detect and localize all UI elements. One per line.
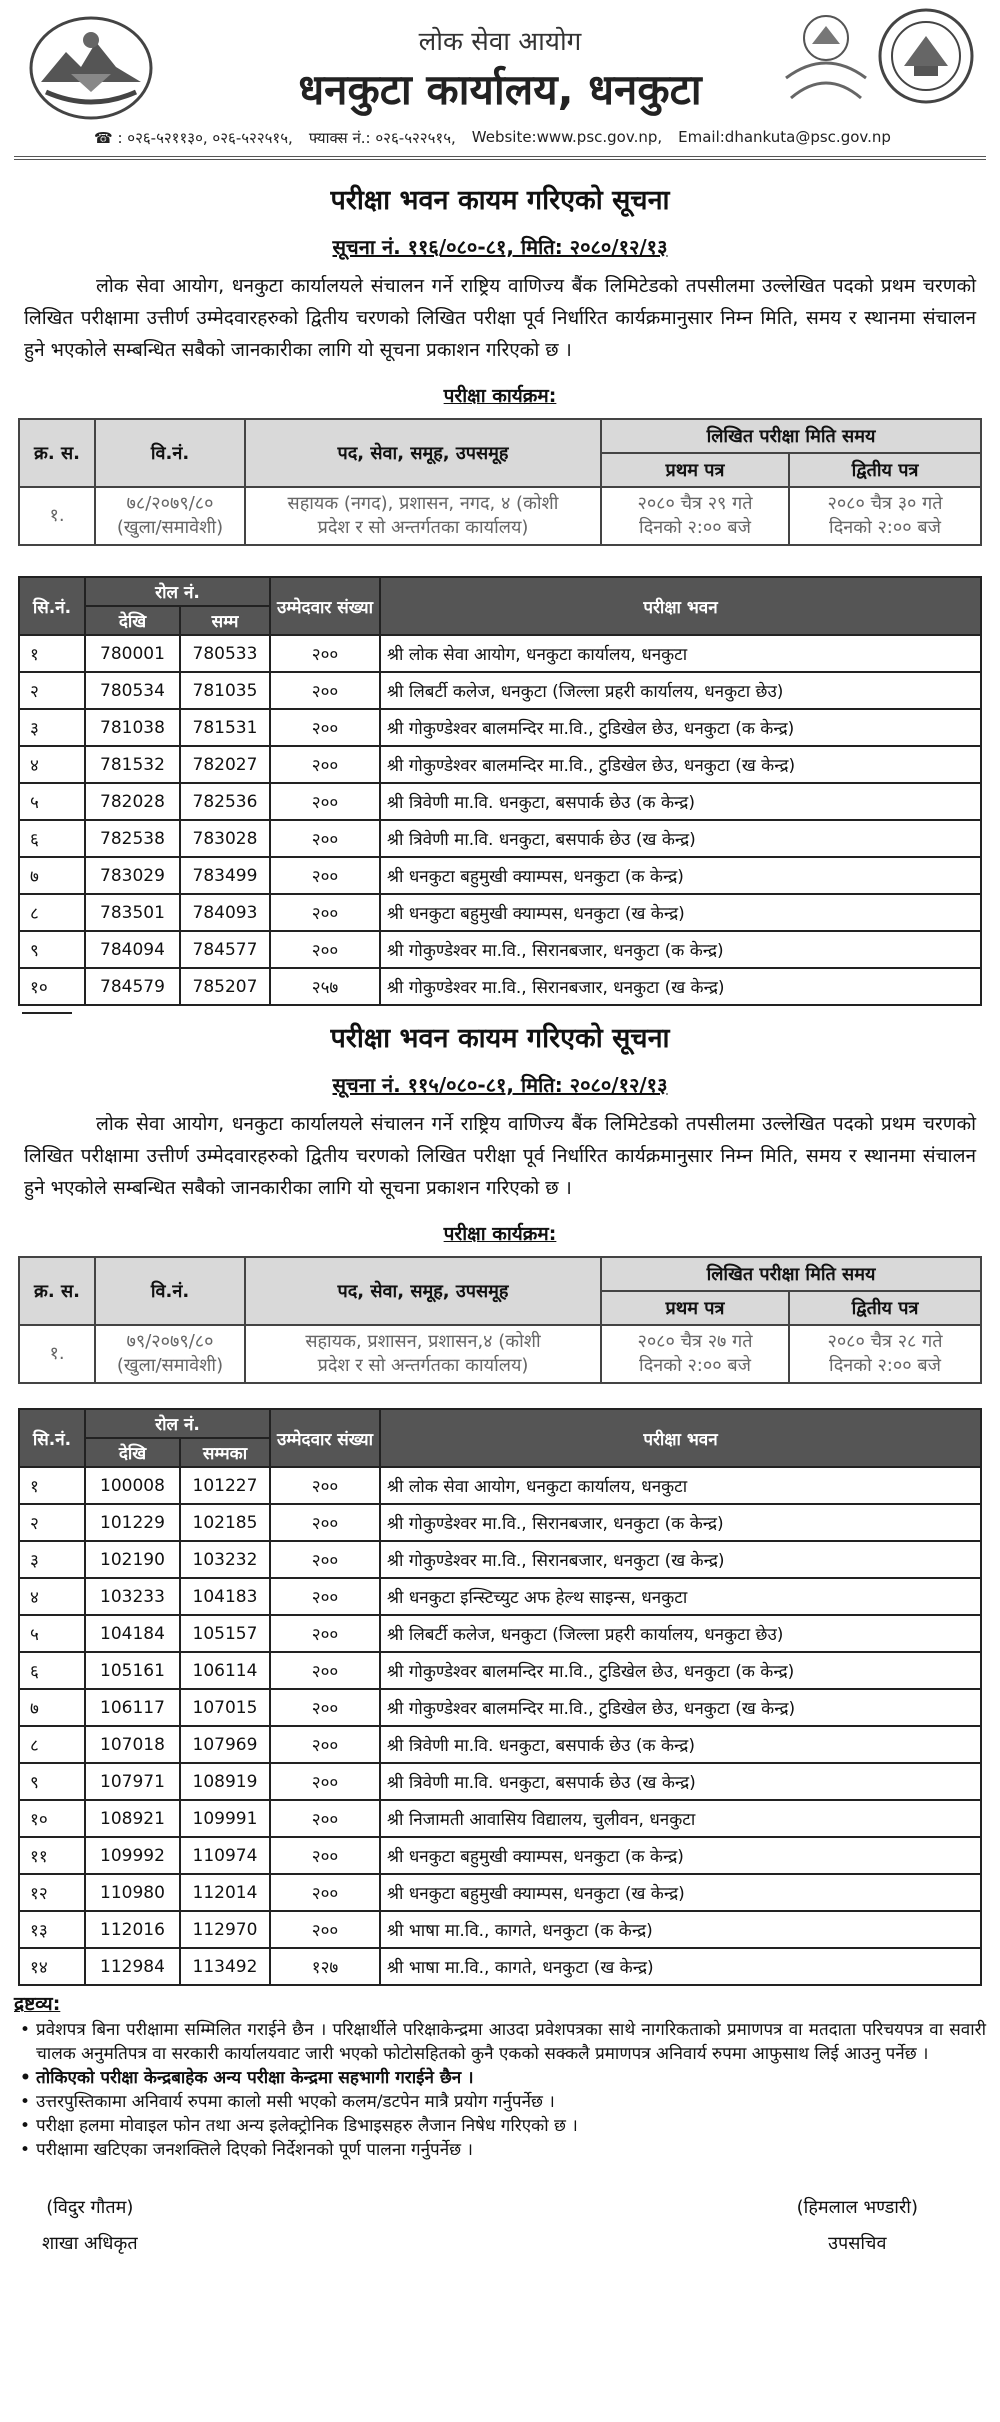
row-sn: २ <box>19 672 85 709</box>
notice-ref: सूचना नं. ११६/०८०-८१, मिति: २०८०/१२/१३ <box>332 235 668 259</box>
venue-row <box>19 1763 981 1800</box>
roll-from: 783501 <box>85 894 180 931</box>
note-item: • तोकिएको परीक्षा केन्द्रबाहेक अन्य परीक्षा केन्द्रमा सहभागी गराईने छैन । <box>18 2066 986 2090</box>
program-heading: परीक्षा कार्यक्रम: <box>443 385 557 407</box>
notice-1 <box>14 180 986 1014</box>
exam-venue: श्री गोकुण्डेश्वर बालमन्दिर मा.वि., टुडिखेल छेउ, धनकुटा (क केन्द्र) <box>380 709 981 746</box>
signatory-right-name: (हिमलाल भण्डारी) <box>796 2197 918 2218</box>
exam-venue: श्री लोक सेवा आयोग, धनकुटा कार्यालय, धनकुटा <box>380 1467 981 1504</box>
program-first <box>601 487 789 545</box>
candidate-count: २०० <box>270 635 380 672</box>
roll-from: 784094 <box>85 931 180 968</box>
row-sn: १० <box>19 1800 85 1837</box>
note-item: • उत्तरपुस्तिकामा अनिवार्य रुपमा कालो मसी भएको कलम/डटपेन मात्रै प्रयोग गर्नुपर्नेछ । <box>18 2090 986 2114</box>
candidate-count: २०० <box>270 1578 380 1615</box>
psc-logo-icon <box>876 6 976 106</box>
exam-venue: श्री गोकुण्डेश्वर बालमन्दिर मा.वि., टुडिखेल छेउ, धनकुटा (क केन्द्र) <box>380 1652 981 1689</box>
roll-from: 107018 <box>85 1726 180 1763</box>
venue-row <box>19 1541 981 1578</box>
roll-from: 112984 <box>85 1948 180 1985</box>
exam-venue: श्री गोकुण्डेश्वर मा.वि., सिरानबजार, धनकुटा (क केन्द्र) <box>380 1504 981 1541</box>
col-post: पद, सेवा, समूह, उपसमूह <box>245 1257 601 1325</box>
roll-from: 108921 <box>85 1800 180 1837</box>
roll-from: 780001 <box>85 635 180 672</box>
venue-row <box>19 783 981 820</box>
roll-from: 100008 <box>85 1467 180 1504</box>
roll-to: 102185 <box>180 1504 270 1541</box>
row-sn: ९ <box>19 1763 85 1800</box>
roll-to: 101227 <box>180 1467 270 1504</box>
roll-to: 783028 <box>180 820 270 857</box>
candidate-count: २०० <box>270 1652 380 1689</box>
roll-from: 783029 <box>85 857 180 894</box>
roll-from: 104184 <box>85 1615 180 1652</box>
program-row <box>19 487 981 545</box>
col-first-paper: प्रथम पत्र <box>601 453 789 487</box>
venue-row <box>19 1578 981 1615</box>
roll-to: 104183 <box>180 1578 270 1615</box>
exam-venue: श्री लिबर्टी कलेज, धनकुटा (जिल्ला प्रहरी कार्यालय, धनकुटा छेउ) <box>380 672 981 709</box>
exam-venue: श्री गोकुण्डेश्वर मा.वि., सिरानबजार, धनकुटा (क केन्द्र) <box>380 931 981 968</box>
col-to: सम्म <box>180 606 270 635</box>
program-second <box>789 1325 981 1383</box>
psc-seal-icon <box>776 8 876 118</box>
exam-venue: श्री निजामती आवासिय विद्यालय, चुलीवन, धनकुटा <box>380 1800 981 1837</box>
row-sn: १० <box>19 968 85 1005</box>
adv-number: ७८/२०७९/८० <box>126 493 214 514</box>
exam-venue: श्री भाषा मा.वि., कागते, धनकुटा (ख केन्द्र) <box>380 1948 981 1985</box>
col-count: उम्मेदवार संख्या <box>270 577 380 635</box>
candidate-count: २०० <box>270 1763 380 1800</box>
col-to: सम्मका <box>180 1438 270 1467</box>
venue-row <box>19 1726 981 1763</box>
notice-title: परीक्षा भवन कायम गरिएको सूचना <box>330 185 670 216</box>
roll-from: 782538 <box>85 820 180 857</box>
exam-venue: श्री लिबर्टी कलेज, धनकुटा (जिल्ला प्रहरी कार्यालय, धनकुटा छेउ) <box>380 1615 981 1652</box>
roll-from: 110980 <box>85 1874 180 1911</box>
venue-row <box>19 1874 981 1911</box>
row-sn: १ <box>19 1467 85 1504</box>
venue-row <box>19 709 981 746</box>
roll-to: 780533 <box>180 635 270 672</box>
row-sn: २ <box>19 1504 85 1541</box>
col-adv: वि.नं. <box>95 419 245 487</box>
candidate-count: २०० <box>270 1467 380 1504</box>
second-time: दिनको २:०० बजे <box>829 517 941 538</box>
notice-title: परीक्षा भवन कायम गरिएको सूचना <box>330 1023 670 1054</box>
program-adv <box>95 1325 245 1383</box>
row-sn: ६ <box>19 820 85 857</box>
col-count: उम्मेदवार संख्या <box>270 1409 380 1467</box>
exam-venue: श्री त्रिवेणी मा.वि. धनकुटा, बसपार्क छेउ (ख केन्द्र) <box>380 820 981 857</box>
venue-row <box>19 1652 981 1689</box>
row-sn: १ <box>19 635 85 672</box>
candidate-count: २०० <box>270 1541 380 1578</box>
signatory-left-title: शाखा अधिकृत <box>42 2233 138 2254</box>
program-row <box>19 1325 981 1383</box>
venue-row <box>19 1837 981 1874</box>
col-sn: क्र. स. <box>19 1257 95 1325</box>
second-date: २०८० चैत्र २८ गते <box>827 1331 943 1352</box>
roll-to: 784093 <box>180 894 270 931</box>
venue-row <box>19 931 981 968</box>
venue-row <box>19 857 981 894</box>
signatory-left <box>42 2190 138 2262</box>
exam-venue: श्री लोक सेवा आयोग, धनकुटा कार्यालय, धनकुटा <box>380 635 981 672</box>
row-sn: ६ <box>19 1652 85 1689</box>
candidate-count: २०० <box>270 1911 380 1948</box>
col-venue: परीक्षा भवन <box>380 577 981 635</box>
roll-to: 110974 <box>180 1837 270 1874</box>
row-sn: ५ <box>19 1615 85 1652</box>
signatory-right-title: उपसचिव <box>828 2233 887 2254</box>
note-item: • प्रवेशपत्र बिना परीक्षामा सम्मिलित गराईने छैन । परिक्षार्थीले परिक्षाकेन्द्रमा आउदा प्रवेशपत्रका साथे नागरिकताको प्रमाणपत्र वा मतदाता परिचयपत्र वा सवारी चालक अनुमतिपत्र वा सरकारी कार्यालयवाट जारी भएको फोटोसहितको कुनै एकको सक्कलै प्रमाणपत्र अनिवार्य रुपमा आफुसाथ लिई आउनु पर्नेछ । <box>18 2018 986 2066</box>
col-second-paper: द्वितीय पत्र <box>789 453 981 487</box>
col-written: लिखित परीक्षा मिति समय <box>601 1257 981 1291</box>
notice-body: लोक सेवा आयोग, धनकुटा कार्यालयले संचालन गर्ने राष्ट्रिय वाणिज्य बैंक लिमिटेडको तपसीलमा उल्लेखित पदको प्रथम चरणको लिखित परीक्षामा उत्तीर्ण उम्मेदवारहरुको द्वितीय चरणको लिखित परीक्षा पूर्व निर्धारित कार्यक्रमानुसार निम्न मिति, समय र स्थानमा संचालन हुने भएकोले सम्बन्धित सबैको जानकारीका लागि यो सूचना प्रकाशन गरिएको छ । <box>24 275 976 361</box>
exam-venue: श्री धनकुटा बहुमुखी क्याम्पस, धनकुटा (क केन्द्र) <box>380 1837 981 1874</box>
roll-to: 781531 <box>180 709 270 746</box>
email-link[interactable]: Email:dhankuta@psc.gov.np <box>678 128 891 146</box>
roll-to: 783499 <box>180 857 270 894</box>
roll-to: 112014 <box>180 1874 270 1911</box>
roll-from: 112016 <box>85 1911 180 1948</box>
col-roll: रोल नं. <box>85 1409 270 1438</box>
exam-venue: श्री गोकुण्डेश्वर मा.वि., सिरानबजार, धनकुटा (ख केन्द्र) <box>380 968 981 1005</box>
col-first-paper: प्रथम पत्र <box>601 1291 789 1325</box>
col-written: लिखित परीक्षा मिति समय <box>601 419 981 453</box>
signatory-right <box>797 2190 918 2262</box>
venue-row <box>19 1800 981 1837</box>
candidate-count: २०० <box>270 931 380 968</box>
venue-row <box>19 635 981 672</box>
roll-to: 781035 <box>180 672 270 709</box>
candidate-count: २०० <box>270 1837 380 1874</box>
venue-row <box>19 820 981 857</box>
exam-venue: श्री धनकुटा बहुमुखी क्याम्पस, धनकुटा (क केन्द्र) <box>380 857 981 894</box>
candidate-count: २०० <box>270 709 380 746</box>
venue-row <box>19 1615 981 1652</box>
roll-to: 107015 <box>180 1689 270 1726</box>
roll-to: 784577 <box>180 931 270 968</box>
venue-row <box>19 968 981 1005</box>
candidate-count: २०० <box>270 894 380 931</box>
row-sn: ३ <box>19 1541 85 1578</box>
venue-row <box>19 1948 981 1985</box>
first-time: दिनको २:०० बजे <box>639 517 751 538</box>
candidate-count: २०० <box>270 1504 380 1541</box>
col-post: पद, सेवा, समूह, उपसमूह <box>245 419 601 487</box>
letterhead <box>14 0 986 160</box>
office-name: धनकुटा कार्यालय, धनकुटा <box>298 65 702 114</box>
post-line-2: प्रदेश र सो अन्तर्गतका कार्यालय) <box>317 1355 529 1376</box>
col-venue: परीक्षा भवन <box>380 1409 981 1467</box>
row-sn: ८ <box>19 1726 85 1763</box>
roll-to: 105157 <box>180 1615 270 1652</box>
phone-numbers: ☎ : ०२६-५२११३०, ०२६-५२२५१५, <box>94 129 293 147</box>
row-sn: ११ <box>19 1837 85 1874</box>
candidate-count: २५७ <box>270 968 380 1005</box>
exam-venue: श्री गोकुण्डेश्वर मा.वि., सिरानबजार, धनकुटा (ख केन्द्र) <box>380 1541 981 1578</box>
org-name: लोक सेवा आयोग <box>418 27 582 57</box>
candidate-count: २०० <box>270 783 380 820</box>
roll-from: 107971 <box>85 1763 180 1800</box>
first-date: २०८० चैत्र २९ गते <box>637 493 753 514</box>
notice-2 <box>14 1018 986 1986</box>
exam-venue: श्री त्रिवेणी मा.वि. धनकुटा, बसपार्क छेउ (ख केन्द्र) <box>380 1763 981 1800</box>
signature-block <box>14 2190 986 2280</box>
adv-number: ७९/२०७९/८० <box>126 1331 214 1352</box>
col-from: देखि <box>85 1438 180 1467</box>
exam-venue: श्री धनकुटा बहुमुखी क्याम्पस, धनकुटा (ख केन्द्र) <box>380 894 981 931</box>
venue-row <box>19 894 981 931</box>
program-sn: १. <box>19 1325 95 1383</box>
candidate-count: २०० <box>270 820 380 857</box>
website-link[interactable]: Website:www.psc.gov.np, <box>471 128 663 146</box>
candidate-count: २०० <box>270 672 380 709</box>
col-sn: क्र. स. <box>19 419 95 487</box>
roll-from: 105161 <box>85 1652 180 1689</box>
candidate-count: २०० <box>270 1689 380 1726</box>
roll-from: 784579 <box>85 968 180 1005</box>
roll-to: 109991 <box>180 1800 270 1837</box>
note-item: • परीक्षा हलमा मोवाइल फोन तथा अन्य इलेक्ट्रोनिक डिभाइसहरु लैजान निषेध गरिएको छ । <box>18 2114 986 2138</box>
notice-ref: सूचना नं. ११५/०८०-८१, मिति: २०८०/१२/१३ <box>332 1073 668 1097</box>
program-first <box>601 1325 789 1383</box>
row-sn: ४ <box>19 1578 85 1615</box>
notes-title: द्रष्टव्य: <box>14 1993 61 2015</box>
candidate-count: २०० <box>270 1726 380 1763</box>
candidate-count: २०० <box>270 746 380 783</box>
exam-venue: श्री त्रिवेणी मा.वि. धनकुटा, बसपार्क छेउ (क केन्द्र) <box>380 783 981 820</box>
roll-to: 107969 <box>180 1726 270 1763</box>
roll-to: 112970 <box>180 1911 270 1948</box>
notes-list <box>14 2018 986 2162</box>
roll-to: 113492 <box>180 1948 270 1985</box>
candidate-count: २०० <box>270 1874 380 1911</box>
first-date: २०८० चैत्र २७ गते <box>637 1331 753 1352</box>
program-table <box>18 418 982 546</box>
roll-from: 101229 <box>85 1504 180 1541</box>
row-sn: १२ <box>19 1874 85 1911</box>
exam-venue: श्री भाषा मा.वि., कागते, धनकुटा (क केन्द्र) <box>380 1911 981 1948</box>
fax-number: फ्याक्स नं.: ०२६-५२२५१५, <box>308 129 456 147</box>
roll-from: 106117 <box>85 1689 180 1726</box>
candidate-count: २०० <box>270 1615 380 1652</box>
separator-line <box>22 1012 72 1014</box>
signatory-left-name: (विदुर गौतम) <box>46 2197 134 2218</box>
row-sn: ७ <box>19 1689 85 1726</box>
notes-section <box>14 1990 986 2162</box>
venue-row <box>19 1689 981 1726</box>
row-sn: १३ <box>19 1911 85 1948</box>
exam-venue: श्री धनकुटा इन्स्टिच्युट अफ हेल्थ साइन्स, धनकुटा <box>380 1578 981 1615</box>
venue-row <box>19 1467 981 1504</box>
roll-from: 103233 <box>85 1578 180 1615</box>
roll-from: 102190 <box>85 1541 180 1578</box>
program-second <box>789 487 981 545</box>
post-line-2: प्रदेश र सो अन्तर्गतका कार्यालय) <box>317 517 529 538</box>
exam-venue: श्री त्रिवेणी मा.वि. धनकुटा, बसपार्क छेउ (क केन्द्र) <box>380 1726 981 1763</box>
row-sn: १४ <box>19 1948 85 1985</box>
venue-table <box>18 1408 982 1986</box>
adv-type: (खुला/समावेशी) <box>116 517 224 538</box>
contact-line <box>94 128 966 148</box>
candidate-count: १२७ <box>270 1948 380 1985</box>
col-adv: वि.नं. <box>95 1257 245 1325</box>
post-line-1: सहायक (नगद), प्रशासन, नगद, ४ (कोशी <box>287 493 559 514</box>
col-from: देखि <box>85 606 180 635</box>
program-post <box>245 487 601 545</box>
row-sn: ४ <box>19 746 85 783</box>
roll-to: 108919 <box>180 1763 270 1800</box>
venue-row <box>19 672 981 709</box>
program-sn: १. <box>19 487 95 545</box>
program-table <box>18 1256 982 1384</box>
program-adv <box>95 487 245 545</box>
row-sn: ९ <box>19 931 85 968</box>
col-roll: रोल नं. <box>85 577 270 606</box>
col-sn: सि.नं. <box>19 577 85 635</box>
program-post <box>245 1325 601 1383</box>
roll-from: 782028 <box>85 783 180 820</box>
row-sn: ३ <box>19 709 85 746</box>
col-sn: सि.नं. <box>19 1409 85 1467</box>
roll-from: 781038 <box>85 709 180 746</box>
roll-from: 781532 <box>85 746 180 783</box>
roll-to: 782536 <box>180 783 270 820</box>
exam-venue: श्री धनकुटा बहुमुखी क्याम्पस, धनकुटा (ख केन्द्र) <box>380 1874 981 1911</box>
exam-venue: श्री गोकुण्डेश्वर बालमन्दिर मा.वि., टुडिखेल छेउ, धनकुटा (ख केन्द्र) <box>380 1689 981 1726</box>
post-line-1: सहायक, प्रशासन, प्रशासन,४ (कोशी <box>305 1331 541 1352</box>
row-sn: ५ <box>19 783 85 820</box>
row-sn: ७ <box>19 857 85 894</box>
roll-to: 782027 <box>180 746 270 783</box>
row-sn: ८ <box>19 894 85 931</box>
venue-row <box>19 746 981 783</box>
roll-to: 106114 <box>180 1652 270 1689</box>
candidate-count: २०० <box>270 1800 380 1837</box>
roll-to: 103232 <box>180 1541 270 1578</box>
program-heading: परीक्षा कार्यक्रम: <box>443 1223 557 1245</box>
adv-type: (खुला/समावेशी) <box>116 1355 224 1376</box>
venue-table <box>18 576 982 1006</box>
roll-from: 780534 <box>85 672 180 709</box>
second-time: दिनको २:०० बजे <box>829 1355 941 1376</box>
venue-row <box>19 1911 981 1948</box>
roll-from: 109992 <box>85 1837 180 1874</box>
venue-row <box>19 1504 981 1541</box>
exam-venue: श्री गोकुण्डेश्वर बालमन्दिर मा.वि., टुडिखेल छेउ, धनकुटा (ख केन्द्र) <box>380 746 981 783</box>
note-item: • परीक्षामा खटिएका जनशक्तिले दिएको निर्देशनको पूर्ण पालना गर्नुपर्नेछ । <box>18 2138 986 2162</box>
candidate-count: २०० <box>270 857 380 894</box>
first-time: दिनको २:०० बजे <box>639 1355 751 1376</box>
roll-to: 785207 <box>180 968 270 1005</box>
col-second-paper: द्वितीय पत्र <box>789 1291 981 1325</box>
notice-body: लोक सेवा आयोग, धनकुटा कार्यालयले संचालन गर्ने राष्ट्रिय वाणिज्य बैंक लिमिटेडको तपसीलमा उल्लेखित पदको प्रथम चरणको लिखित परीक्षामा उत्तीर्ण उम्मेदवारहरुको द्वितीय चरणको लिखित परीक्षा पूर्व निर्धारित कार्यक्रमानुसार निम्न मिति, समय र स्थानमा संचालन हुने भएकोले सम्बन्धित सबैको जानकारीका लागि यो सूचना प्रकाशन गरिएको छ । <box>24 1113 976 1199</box>
second-date: २०८० चैत्र ३० गते <box>827 493 943 514</box>
